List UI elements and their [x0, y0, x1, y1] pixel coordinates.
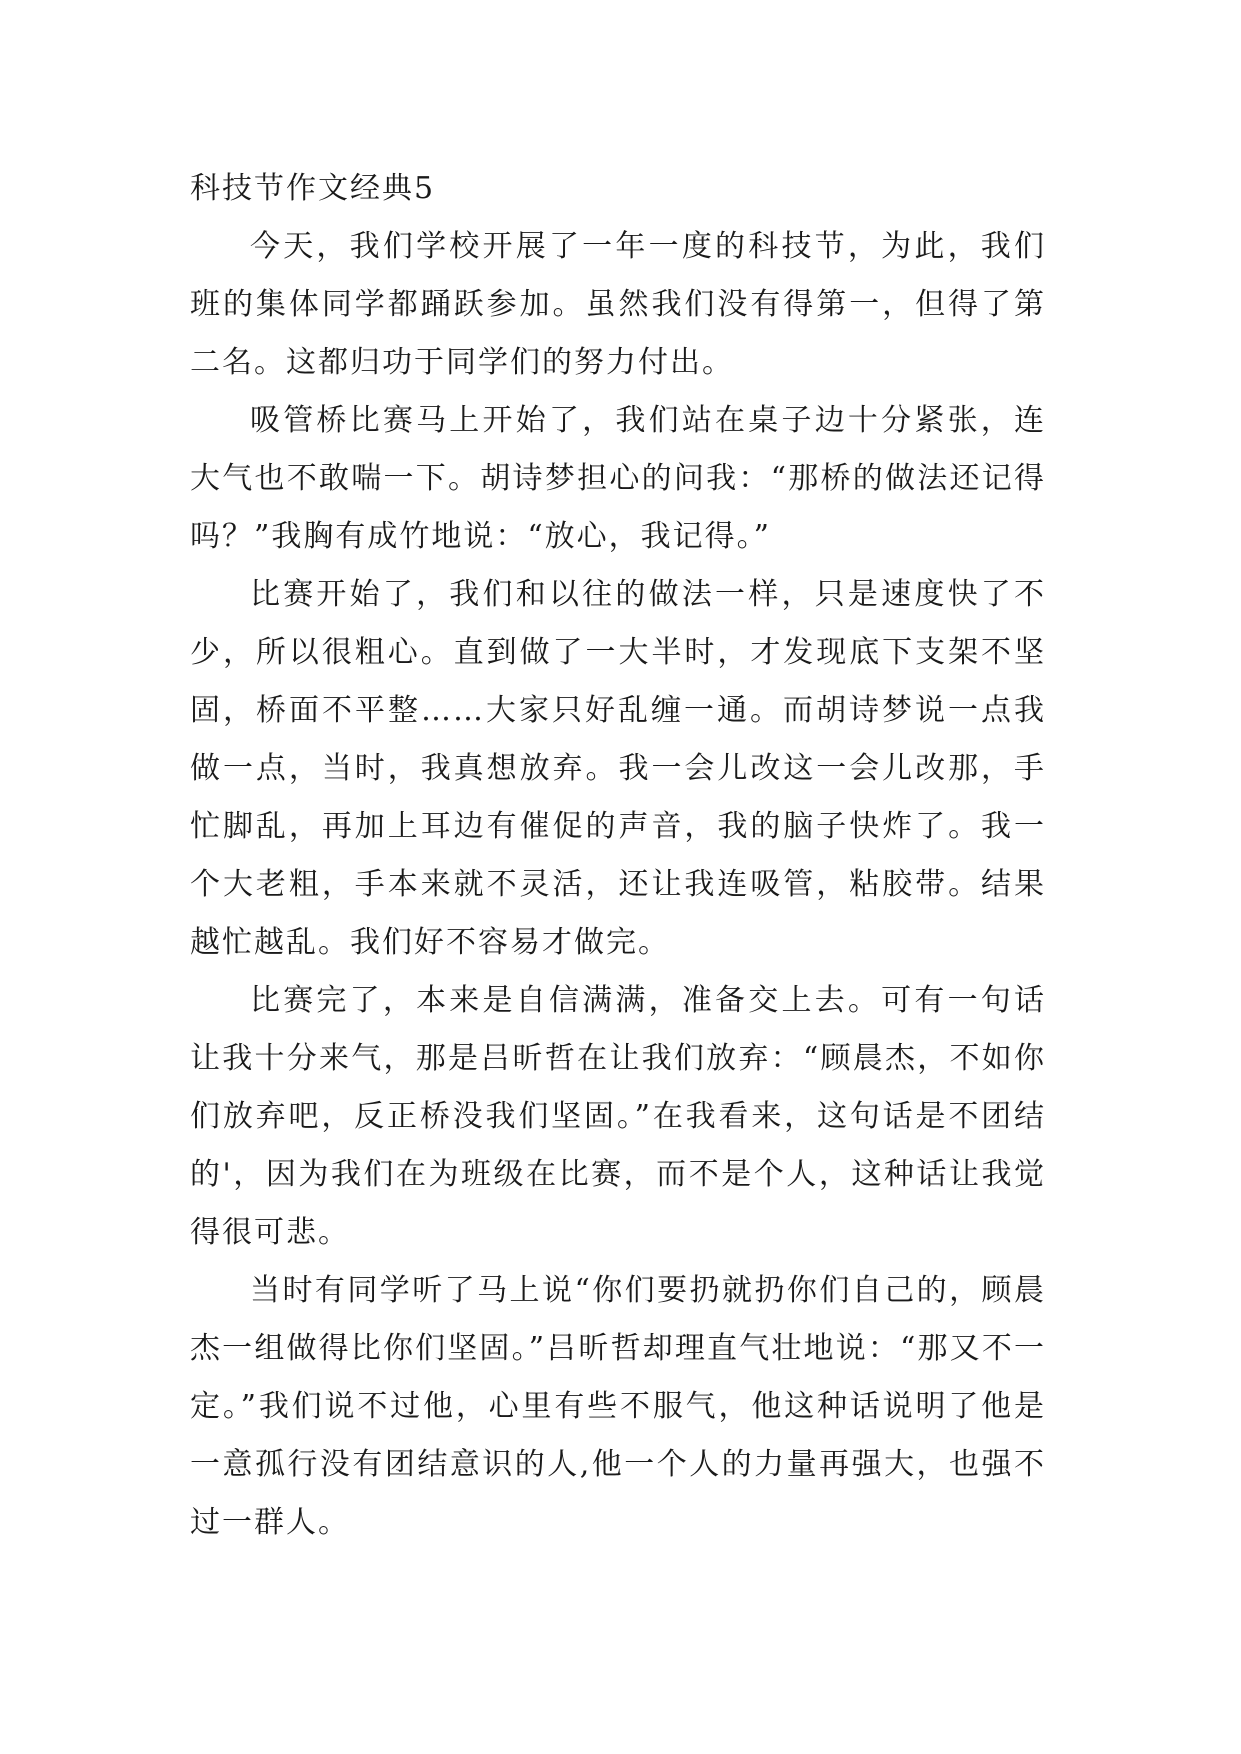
paragraph-2: 吸管桥比赛马上开始了，我们站在桌子边十分紧张，连大气也不敢喘一下。胡诗梦担心的问我：“那桥的做法还记得吗？”我胸有成竹地说：“放心，我记得。”	[190, 403, 1046, 554]
document-title: 科技节作文经典5	[190, 171, 436, 206]
paragraph-4: 比赛完了，本来是自信满满，准备交上去。可有一句话让我十分来气，那是吕昕哲在让我们放弃：“顾晨杰，不如你们放弃吧，反正桥没我们坚固。”在我看来，这句话是不团结的'，因为我们在为班级在比赛，而不是个人，这种话让我觉得很可悲。	[190, 983, 1046, 1250]
paragraph-5: 当时有同学听了马上说“你们要扔就扔你们自己的，顾晨杰一组做得比你们坚固。”吕昕哲却理直气壮地说：“那又不一定。”我们说不过他，心里有些不服气，他这种话说明了他是一意孤行没有团结意识的人,他一个人的力量再强大，也强不过一群人。	[190, 1273, 1046, 1540]
paragraph-3: 比赛开始了，我们和以往的做法一样，只是速度快了不少，所以很粗心。直到做了一大半时，才发现底下支架不坚固，桥面不平整……大家只好乱缠一通。而胡诗梦说一点我做一点，当时，我真想放弃。我一会儿改这一会儿改那，手忙脚乱，再加上耳边有催促的声音，我的脑子快炸了。我一个大老粗，手本来就不灵活，还让我连吸管，粘胶带。结果越忙越乱。我们好不容易才做完。	[190, 577, 1046, 960]
document-page	[190, 160, 1046, 1552]
paragraph-1: 今天，我们学校开展了一年一度的科技节，为此，我们班的集体同学都踊跃参加。虽然我们没有得第一，但得了第二名。这都归功于同学们的努力付出。	[190, 229, 1046, 380]
